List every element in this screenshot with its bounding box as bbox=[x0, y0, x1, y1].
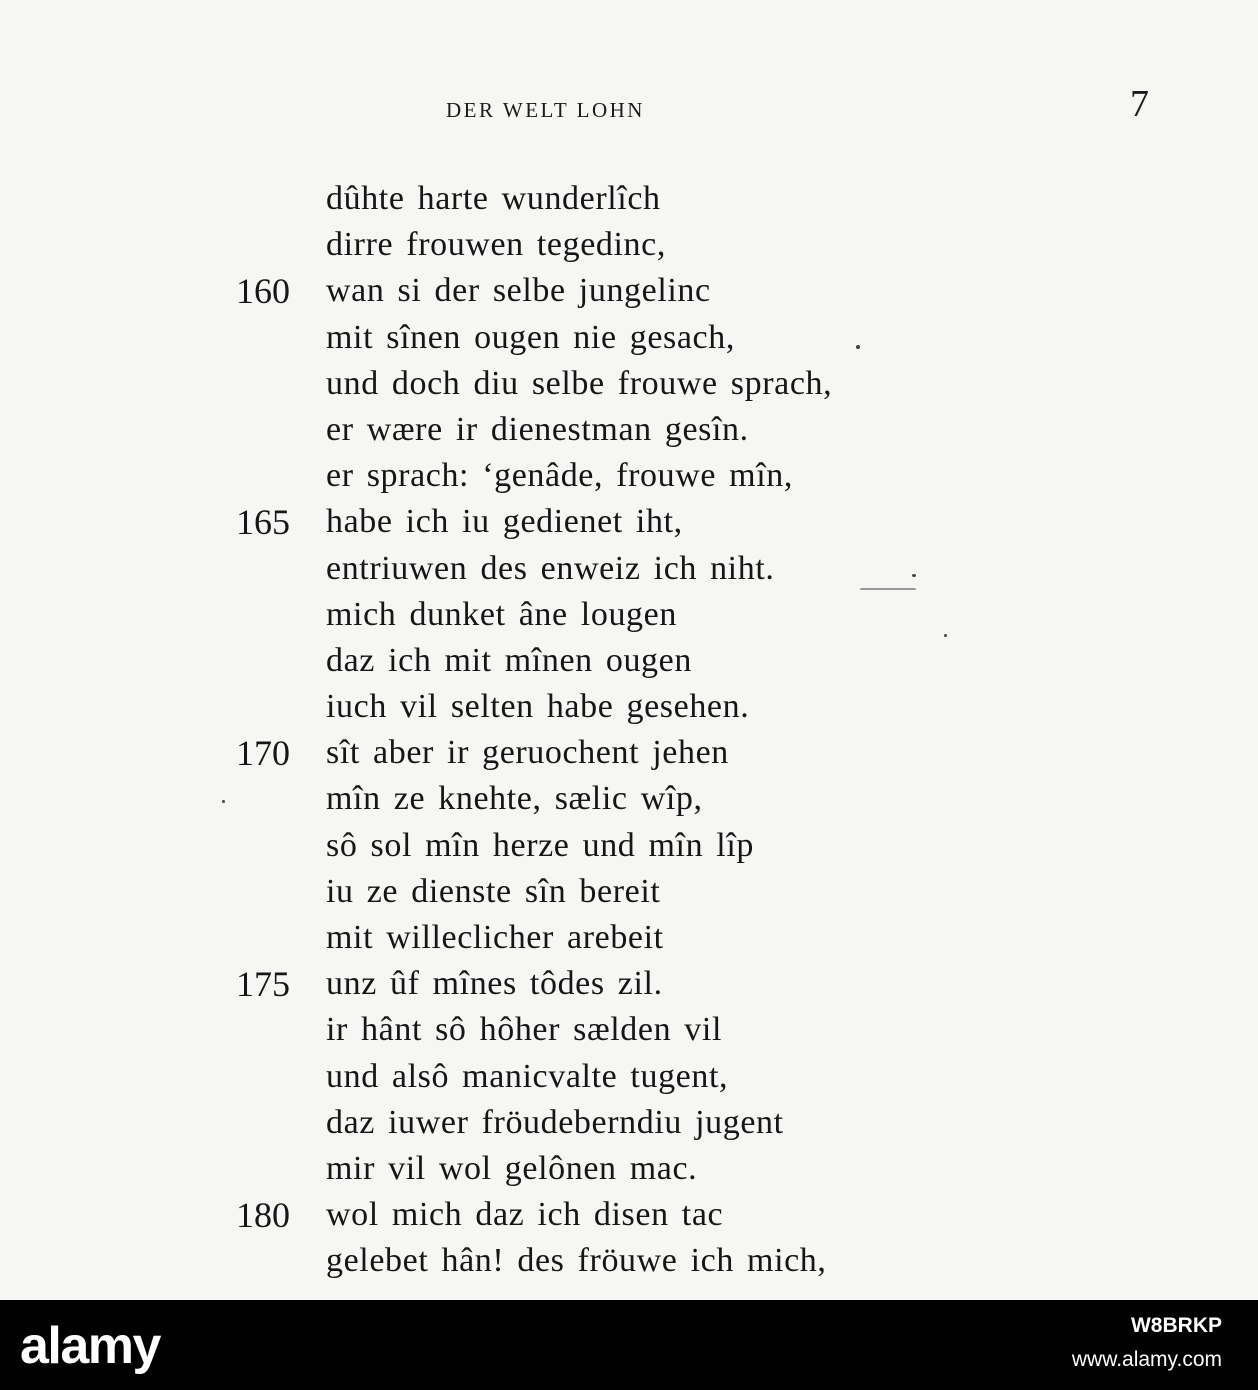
watermark-bar bbox=[0, 1300, 1258, 1390]
verse-line bbox=[0, 776, 1258, 822]
verse-text: mîn ze knehte, sælic wîp, bbox=[326, 780, 703, 818]
verse-text: daz ich mit mînen ougen bbox=[326, 641, 692, 679]
scan-speck bbox=[944, 634, 947, 637]
verse-text: dirre frouwen tegedinc, bbox=[326, 226, 666, 264]
verse-text: und doch diu selbe frouwe sprach, bbox=[326, 364, 833, 402]
verse-text: wol mich daz ich disen tac bbox=[326, 1196, 724, 1234]
verse-list bbox=[0, 176, 1258, 1285]
watermark-logo: alamy bbox=[20, 1317, 160, 1375]
scan-speck bbox=[222, 800, 225, 803]
verse-text: entriuwen des enweiz ich niht. bbox=[326, 549, 775, 587]
line-number: 165 bbox=[236, 502, 290, 543]
scan-speck bbox=[860, 588, 916, 590]
verse-text: ir hânt sô hôher sælden vil bbox=[326, 1011, 722, 1049]
verse-line bbox=[0, 407, 1258, 453]
verse-line bbox=[0, 1007, 1258, 1053]
watermark-image-id: W8BRKP bbox=[1130, 1314, 1222, 1337]
verse-text: mit willeclicher arebeit bbox=[326, 919, 664, 956]
verse-text: daz iuwer fröudeberndiu jugent bbox=[326, 1103, 784, 1141]
scan-speck bbox=[912, 574, 916, 577]
verse-text: wan si der selbe jungelinc bbox=[326, 272, 711, 310]
verse-line bbox=[0, 730, 1258, 776]
verse-line bbox=[0, 684, 1258, 730]
verse-line bbox=[0, 915, 1258, 961]
line-number: 170 bbox=[236, 733, 290, 774]
verse-line bbox=[0, 268, 1258, 314]
verse-text: mit sînen ougen nie gesach, bbox=[326, 318, 735, 356]
verse-text: sît aber ir geruochent jehen bbox=[326, 734, 729, 772]
verse-text: iuch vil selten habe gesehen. bbox=[326, 688, 750, 726]
verse-line bbox=[0, 222, 1258, 268]
verse-text: unz ûf mînes tôdes zil. bbox=[326, 965, 663, 1003]
verse-line bbox=[0, 823, 1258, 869]
verse-line bbox=[0, 546, 1258, 592]
verse-text: mich dunket âne lougen bbox=[326, 595, 677, 633]
verse-text: sô sol mîn herze und mîn lîp bbox=[326, 826, 754, 864]
verse-line bbox=[0, 453, 1258, 499]
verse-text: und alsô manicvalte tugent, bbox=[326, 1057, 729, 1095]
verse-text: iu ze dienste sîn bereit bbox=[326, 872, 661, 910]
verse-line bbox=[0, 1054, 1258, 1100]
line-number: 160 bbox=[236, 271, 290, 312]
verse-text: mir vil wol gelônen mac. bbox=[326, 1149, 698, 1187]
scan-speck bbox=[856, 345, 860, 349]
verse-line bbox=[0, 869, 1258, 915]
verse-line bbox=[0, 315, 1258, 361]
watermark-site: www.alamy.com bbox=[1071, 1348, 1222, 1371]
verse-line bbox=[0, 1238, 1258, 1284]
verse-text: habe ich iu gedienet iht, bbox=[326, 503, 683, 541]
verse-text: er sprach: ‘genâde, frouwe mîn, bbox=[326, 457, 793, 495]
verse-text: dûhte harte wunderlîch bbox=[326, 180, 661, 217]
verse-line bbox=[0, 961, 1258, 1007]
verse-line bbox=[0, 176, 1258, 222]
verse-line bbox=[0, 1100, 1258, 1146]
verse-line bbox=[0, 592, 1258, 638]
verse-line bbox=[0, 1146, 1258, 1192]
page-number: 7 bbox=[1130, 83, 1149, 125]
line-number: 175 bbox=[236, 964, 290, 1005]
verse-text: er wære ir dienestman gesîn. bbox=[326, 410, 749, 448]
verse-text: gelebet hân! des fröuwe ich mich, bbox=[326, 1242, 827, 1280]
line-number: 180 bbox=[236, 1195, 290, 1236]
verse-line bbox=[0, 361, 1258, 407]
running-head: DER WELT LOHN bbox=[446, 98, 645, 122]
verse-line bbox=[0, 638, 1258, 684]
verse-line bbox=[0, 1192, 1258, 1238]
verse-line bbox=[0, 499, 1258, 545]
